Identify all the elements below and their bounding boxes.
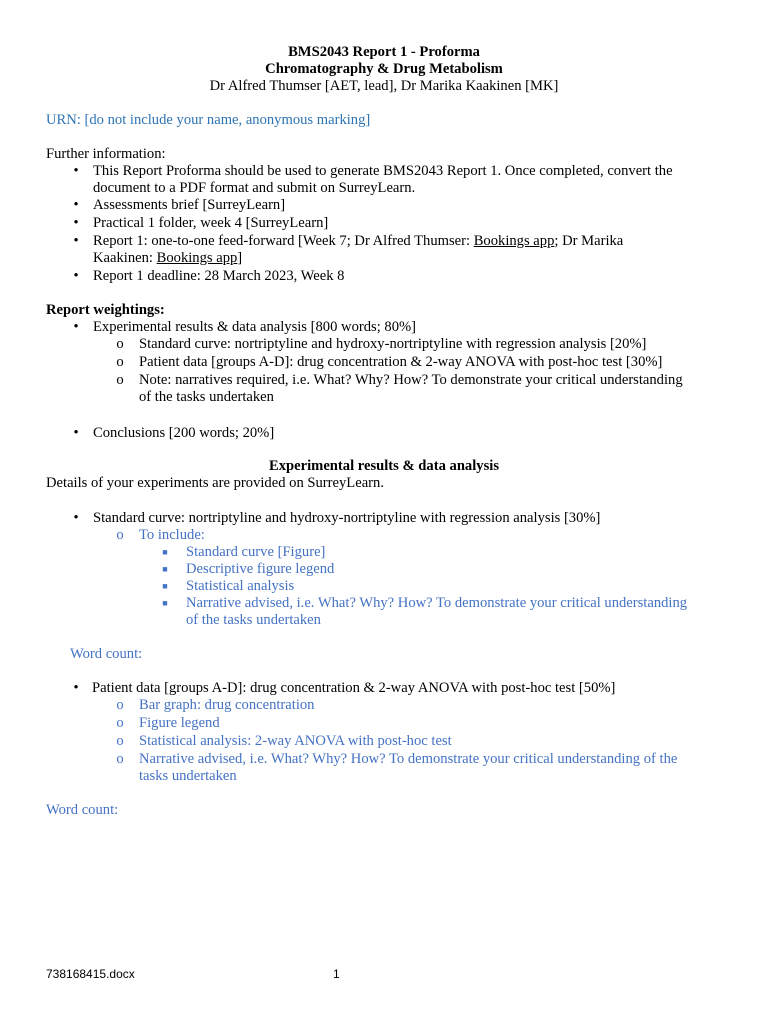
square-bullet-icon: ■ [162,598,168,608]
further-item-5: Report 1 deadline: 28 March 2023, Week 8 [93,268,345,284]
further-item-4-line1 [93,233,623,250]
weightings-heading: Report weightings: [46,302,165,318]
further-item-1-line2: document to a PDF format and submit on SurreyLearn. [93,180,416,196]
to-include-label: To include: [139,527,205,543]
circle-bullet-icon: o [116,354,124,370]
experimental-heading: Experimental results & data analysis [269,458,499,474]
square-bullet-icon: ■ [162,547,168,557]
patient-sub-4-line1: Narrative advised, i.e. What? Why? How? To demonstrate your critical understanding of the [139,751,678,767]
include-item-3: Statistical analysis [186,578,295,594]
circle-bullet-icon: o [116,336,124,352]
further-item-4-line2 [93,250,242,267]
circle-bullet-icon: o [116,751,124,767]
std-curve-item: Standard curve: nortriptyline and hydroxy-nortriptyline with regression analysis [30%] [93,510,601,526]
bullet-icon: • [73,268,79,284]
further-item-4-text-a: Report 1: one-to-one feed-forward [Week 7; Dr Alfred Thumser: [93,233,474,249]
bullet-icon: • [73,197,79,213]
include-item-1: Standard curve [Figure] [186,544,326,560]
word-count-1: Word count: [70,646,143,662]
circle-bullet-icon: o [116,733,124,749]
footer-page-number: 1 [333,967,340,981]
include-item-4-line2: of the tasks undertaken [186,612,321,628]
square-bullet-icon: ■ [162,581,168,591]
doc-authors: Dr Alfred Thumser [AET, lead], Dr Marika Kaakinen [MK] [209,78,559,94]
patient-sub-1: Bar graph: drug concentration [139,697,315,713]
weightings-item-1: Experimental results & data analysis [800 words; 80%] [93,319,417,335]
doc-subtitle: Chromatography & Drug Metabolism [265,61,503,77]
bullet-icon: • [73,425,79,441]
further-item-3: Practical 1 folder, week 4 [SurreyLearn] [93,215,329,231]
bullet-icon: • [73,215,79,231]
bullet-icon: • [73,319,79,335]
further-item-4-text-b: ; Dr Marika [554,233,624,249]
patient-sub-2: Figure legend [139,715,220,731]
bookings-app-link-kaakinen[interactable]: Bookings app [156,250,238,266]
doc-title: BMS2043 Report 1 - Proforma [288,44,480,60]
experimental-intro: Details of your experiments are provided on SurreyLearn. [46,475,384,491]
bullet-icon: • [73,510,79,526]
include-item-4-line1: Narrative advised, i.e. What? Why? How? To demonstrate your critical understanding [186,595,688,611]
square-bullet-icon: ■ [162,564,168,574]
further-item-4-text-c: Kaakinen: [93,250,157,266]
bullet-icon: • [73,680,79,696]
footer-filename: 738168415.docx [46,967,135,981]
weightings-sub-2: Patient data [groups A-D]: drug concentration & 2-way ANOVA with post-hoc test [30%] [139,354,663,370]
weightings-item-2: Conclusions [200 words; 20%] [93,425,275,441]
weightings-sub-1: Standard curve: nortriptyline and hydroxy-nortriptyline with regression analysis [20%] [139,336,647,352]
patient-data-item: Patient data [groups A-D]: drug concentration & 2-way ANOVA with post-hoc test [50%] [92,680,616,696]
circle-bullet-icon: o [116,715,124,731]
patient-sub-3: Statistical analysis: 2-way ANOVA with post-hoc test [139,733,452,749]
include-item-2: Descriptive figure legend [186,561,335,577]
bookings-app-link-thumser[interactable]: Bookings app [473,233,555,249]
further-info-heading: Further information: [46,146,166,162]
word-count-2: Word count: [46,802,119,818]
further-item-2: Assessments brief [SurreyLearn] [93,197,286,213]
further-item-1-line1: This Report Proforma should be used to generate BMS2043 Report 1. Once completed, convert the [93,163,673,179]
patient-sub-4-line2: tasks undertaken [139,768,237,784]
bullet-icon: • [73,233,79,249]
bullet-icon: • [73,163,79,179]
circle-bullet-icon: o [116,697,124,713]
further-item-4-text-d: ] [237,250,243,266]
circle-bullet-icon: o [116,527,124,543]
weightings-sub-3-line2: of the tasks undertaken [139,389,274,405]
circle-bullet-icon: o [116,372,124,388]
urn-line: URN: [do not include your name, anonymous marking] [46,112,371,128]
weightings-sub-3-line1: Note: narratives required, i.e. What? Why? How? To demonstrate your critical understanding [139,372,683,388]
